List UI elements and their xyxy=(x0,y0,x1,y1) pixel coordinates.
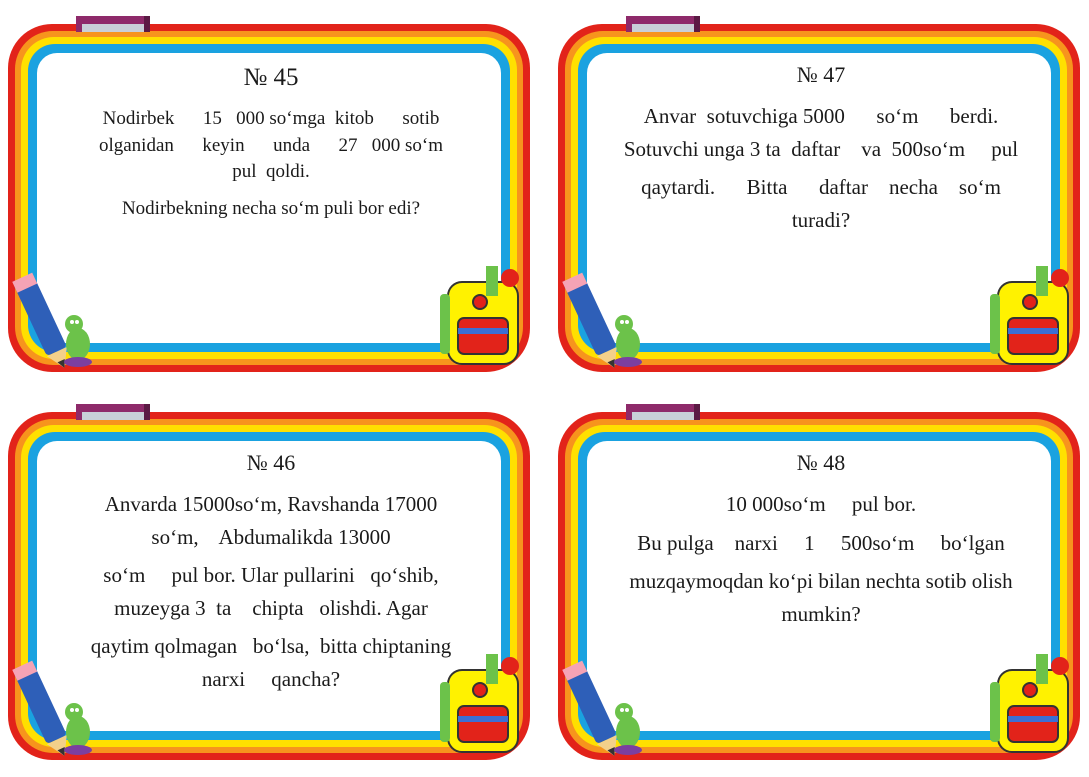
card-content xyxy=(48,56,494,296)
task-text-line: muzqaymoqdan ko‘pi bilan nechta sotib olish xyxy=(629,569,1013,594)
task-text-line: Anvar sotuvchiga 5000 so‘m berdi. xyxy=(643,104,999,128)
task-text-line: pul qoldi. xyxy=(232,161,310,183)
task-text-line: so‘m pul bor. Ular pullarini qo‘shib, xyxy=(103,563,439,588)
task-text-line: turadi? xyxy=(791,207,851,232)
task-card-46 xyxy=(8,400,530,760)
task-number: № 45 xyxy=(243,64,299,91)
task-text-line: Anvarda 15000so‘m, Ravshanda 17000 xyxy=(104,492,438,516)
task-text-line: qaytim qolmagan bo‘lsa, bitta chiptaning xyxy=(90,634,452,659)
task-text-line: qaytardi. Bitta daftar necha so‘m xyxy=(641,175,1001,200)
books-icon xyxy=(624,12,704,34)
task-text-line: muzeyga 3 ta chipta olishdi. Agar xyxy=(114,595,428,620)
task-text-line: 10 000so‘m pul bor. xyxy=(725,492,917,516)
card-content xyxy=(598,444,1044,684)
task-card-48 xyxy=(558,400,1080,760)
books-icon xyxy=(624,400,704,422)
task-text-line: Sotuvchi unga 3 ta daftar va 500so‘m pul xyxy=(623,136,1019,161)
task-text-line: so‘m, Abdumalikda 13000 xyxy=(151,524,391,549)
task-question: Nodirbekning necha so‘m puli bor edi? xyxy=(121,197,421,219)
books-icon xyxy=(74,400,154,422)
task-number: № 46 xyxy=(246,450,296,475)
task-text-line: narxi qancha? xyxy=(201,666,341,691)
books-icon xyxy=(74,12,154,34)
task-text-line: Nodirbek 15 000 so‘mga kitob sotib xyxy=(102,108,440,129)
task-number: № 47 xyxy=(796,62,846,87)
task-text-line: olganidan keyin unda 27 000 so‘m xyxy=(98,134,444,156)
card-content xyxy=(598,56,1044,296)
task-text-line: mumkin? xyxy=(781,601,861,626)
card-content xyxy=(48,444,494,691)
task-number: № 48 xyxy=(796,450,846,475)
task-card-47 xyxy=(558,12,1080,372)
task-card-45 xyxy=(8,12,530,372)
task-text-line: Bu pulga narxi 1 500so‘m bo‘lgan xyxy=(637,530,1005,555)
